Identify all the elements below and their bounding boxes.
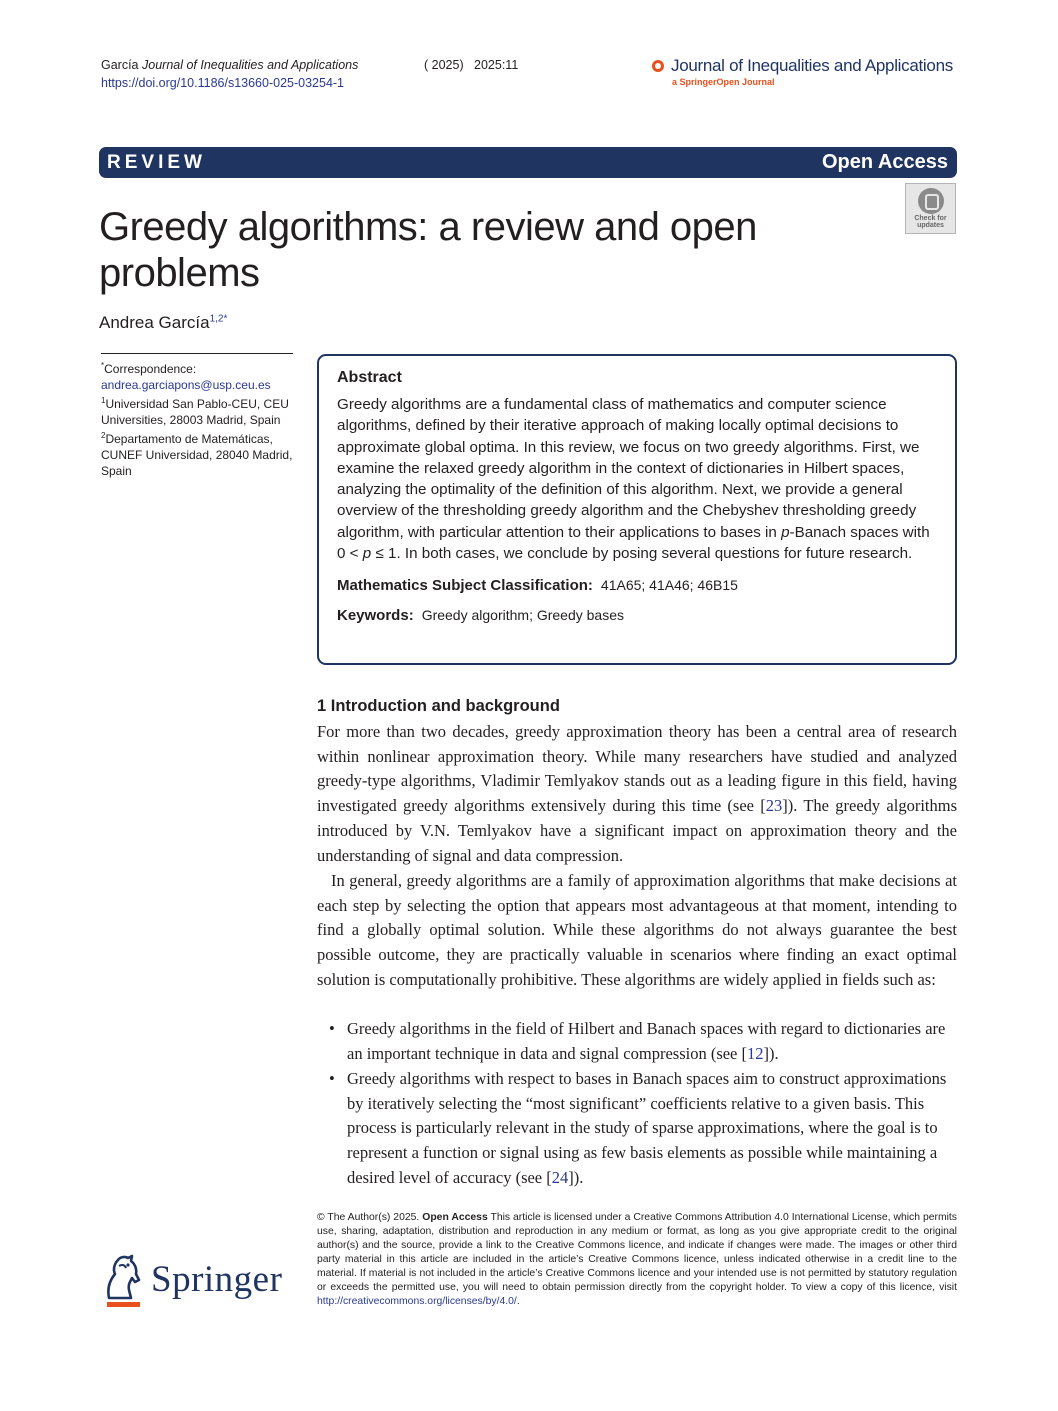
author-line bbox=[99, 313, 227, 333]
header-volume: 2025:11 bbox=[474, 58, 519, 72]
license-text: © The Author(s) 2025. Open Access This article is licensed under a Creative Commons Attribution 4.0 International License, which permits use, sharing, adaptation, distribution and reproduction in any medium or format, as long as you give appropriate credit to the original author(s) and the source, provide a link to the Creative Commons licence, and indicate if changes were made. The images or other third party material in this article are included in the article’s Creative Commons licence, unless indicated otherwise in a credit line to the material. If material is not included in the article’s Creative Commons licence and your intended use is not permitted by statutory regulation or exceeds the permitted use, you will need to obtain permission directly from the copyright holder. To view a copy of this licence, visit http://creativecommons.org/licenses/by/4.0/. bbox=[317, 1212, 958, 1307]
journal-logo-icon bbox=[652, 60, 664, 72]
corr-label: Correspondence: bbox=[104, 362, 197, 376]
citation-link-23[interactable]: 23 bbox=[765, 796, 783, 816]
badge-line1: Check for bbox=[914, 215, 947, 222]
affiliation-1: Universidad San Pablo-CEU, CEU Universities, 28003 Madrid, Spain bbox=[101, 397, 289, 427]
abstract-heading: Abstract bbox=[337, 369, 402, 386]
running-header bbox=[101, 56, 358, 92]
affiliations bbox=[101, 353, 293, 479]
list-item: • Greedy algorithms in the field of Hilbert and Banach spaces with regard to dictionaries are an important technique in data and signal compression (see [12]). bbox=[329, 1019, 946, 1063]
aff1-mark: 1 bbox=[101, 396, 106, 405]
corr-mark: * bbox=[101, 361, 105, 370]
springer-horse-icon bbox=[101, 1254, 143, 1302]
citation-link-24[interactable]: 24 bbox=[551, 1167, 569, 1187]
springer-logo[interactable] bbox=[101, 1254, 301, 1310]
author-email-link[interactable]: andrea.garciapons@usp.ceu.es bbox=[101, 378, 271, 392]
citation-link-12[interactable]: 12 bbox=[747, 1043, 764, 1063]
author-name: Andrea García bbox=[99, 313, 210, 332]
aff2-mark: 2 bbox=[101, 431, 106, 440]
header-citation bbox=[424, 56, 518, 74]
msc-row bbox=[337, 577, 937, 594]
msc-label: Mathematics Subject Classification: bbox=[337, 577, 593, 595]
msc-value: 41A65; 41A46; 46B15 bbox=[600, 577, 738, 594]
keywords-label: Keywords: bbox=[337, 607, 414, 625]
header-author: García bbox=[101, 58, 139, 72]
springer-accent-bar bbox=[107, 1302, 140, 1307]
article-type: REVIEW bbox=[107, 151, 206, 173]
journal-logo[interactable] bbox=[652, 56, 956, 87]
abstract-text: Greedy algorithms are a fundamental class of mathematics and computer science algorithms, defined by their iterative approach of making locally optimal decisions to approximate global optima. In this review, we focus on two greedy algorithms. First, we examine the relaxed greedy algorithm in the context of dictionaries in Hilbert spaces, analyzing the optimality of the definition of this algorithm. Next, we provide a general overview of the thresholding greedy algorithm and the Chebyshev thresholding greedy algorithm, with particular attention to their applications to bases in p-Banach spaces with 0 < p ≤ 1. In both cases, we conclude by posing several questions for future research. bbox=[337, 396, 930, 563]
section-heading: 1 Introduction and background bbox=[317, 697, 560, 715]
bullet-icon: • bbox=[329, 1019, 335, 1038]
keywords-row bbox=[337, 607, 937, 624]
author-affiliation-marks[interactable]: 1,2* bbox=[209, 313, 228, 325]
springer-wordmark: Springer bbox=[151, 1259, 283, 1300]
journal-logo-name: Journal of Inequalities and Applications bbox=[671, 56, 953, 75]
list-item: • Greedy algorithms with respect to bases in Banach spaces aim to construct approximations by iteratively selecting the “most significant” coefficients relative to a given basis. This process is particularly relevant in the study of sparse approximations, where the goal is to represent a function or signal using as few basis elements as possible while maintaining a desired level of accuracy (see [24]). bbox=[329, 1069, 947, 1187]
license-url-link[interactable]: http://creativecommons.org/licenses/by/4.0/ bbox=[317, 1296, 517, 1307]
journal-logo-sub: a SpringerOpen Journal bbox=[672, 77, 775, 87]
badge-line2: updates bbox=[917, 222, 944, 229]
paragraph-1: For more than two decades, greedy approximation theory has been a central area of research within nonlinear approximation theory. While many researchers have studied and analyzed greedy-type algorithms, Vladimir Temlyakov stands out as a leading figure in this field, having investigated greedy algorithms extensively during this time (see [23]). The greedy algorithms introduced by V.N. Temlyakov have a significant impact on approximation theory and the understanding of signal and data compression. bbox=[317, 722, 957, 865]
bookmark-icon bbox=[918, 188, 944, 214]
check-for-updates-badge[interactable] bbox=[905, 183, 956, 234]
article-type-banner bbox=[99, 147, 957, 178]
paragraph-2: In general, greedy algorithms are a family of approximation algorithms that make decisions at each step by selecting the option that appears most advantageous at that moment, intending to find a globally optimal solution. While these algorithms do not always guarantee the best possible outcome, they are practically valuable in scenarios where finding an exact optimal solution is computationally prohibitive. These algorithms are widely applied in fields such as: bbox=[317, 871, 957, 989]
header-year: ( 2025) bbox=[424, 58, 464, 72]
open-access-label: Open Access bbox=[822, 151, 948, 173]
article-title: Greedy algorithms: a review and open problems bbox=[99, 205, 757, 295]
affiliation-2: Departamento de Matemáticas, CUNEF Universidad, 28040 Madrid, Spain bbox=[101, 432, 293, 478]
doi-link[interactable]: https://doi.org/10.1186/s13660-025-03254-1 bbox=[101, 76, 345, 90]
keywords-value: Greedy algorithm; Greedy bases bbox=[421, 607, 625, 624]
bullet-icon: • bbox=[329, 1069, 335, 1088]
abstract-box bbox=[317, 354, 957, 665]
header-journal: Journal of Inequalities and Applications bbox=[142, 58, 359, 72]
